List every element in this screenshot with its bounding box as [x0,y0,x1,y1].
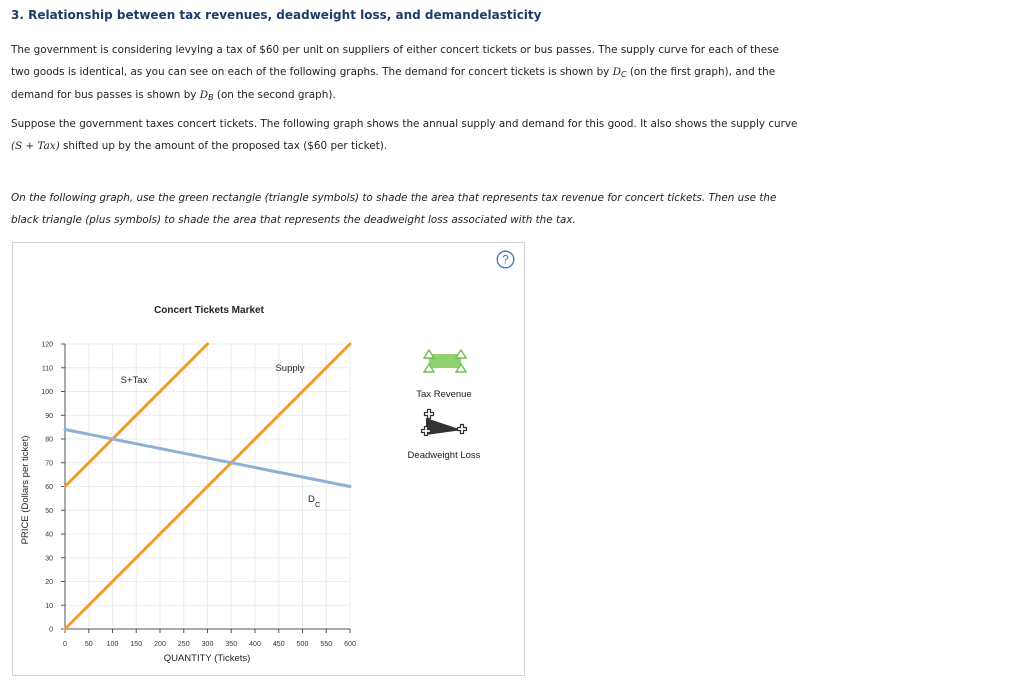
help-question-icon: ? [502,252,509,267]
x-tick-label: 50 [84,641,93,648]
tax-revenue-tool[interactable] [416,350,471,400]
scenario-line-2: (S + Tax) shifted up by the amount of the proposed tax ($60 per ticket). [11,139,388,152]
intro-line-1: The government is considering levying a tax of $60 per unit on suppliers of either concert tickets or bus passes. The supply curve for each of these [11,44,779,56]
plus-marker-icon [458,425,467,434]
x-tick-label: 250 [177,641,190,648]
supply-plus-tax-label: S+Tax [120,375,148,386]
y-tick-label: 120 [41,341,53,349]
x-tick-label: 200 [154,641,166,648]
y-tick-label: 100 [41,389,53,396]
x-tick-label: 450 [272,641,285,648]
demand-curve-label-subscript: C [315,500,321,509]
x-tick-label: 500 [296,641,309,648]
x-axis-label: QUANTITY (Tickets) [163,653,251,664]
y-tick-label: 70 [45,460,53,468]
y-tick-label: 90 [45,412,53,420]
plus-marker-icon [425,410,434,419]
deadweight-triangle-icon [426,418,462,435]
y-tick-label: 20 [45,579,53,586]
series-labels [121,363,321,509]
chart-title: Concert Tickets Market [154,305,264,316]
y-tick-label: 30 [45,555,53,563]
tax-revenue-rectangle-icon [429,354,461,368]
instructions-line-1: On the following graph, use the green rectangle (triangle symbols) to shade the area that represents tax revenue for concert tickets. Then use the [11,192,777,204]
x-tick-label: 150 [130,641,143,648]
instructions-line-2: black triangle (plus symbols) to shade the area that represents the deadweight loss associated with the tax. [11,213,576,226]
x-tick-label: 550 [320,641,333,648]
x-tick-label: 0 [63,641,67,648]
y-tick-label: 0 [49,626,53,634]
scenario-line-1: Suppose the government taxes concert tickets. The following graph shows the annual supply and demand for this good. It also shows the supply curve [11,118,798,130]
page-title: 3. Relationship between tax revenues, deadweight loss, and demandelasticity [11,8,542,22]
tax-revenue-label: Tax Revenue [416,389,472,400]
y-tick-label: 60 [45,484,53,491]
y-tick-label: 10 [45,602,53,610]
y-tick-label: 110 [41,365,53,373]
y-tick-label: 40 [45,531,53,539]
x-tick-label: 300 [201,641,214,648]
demand-curve-label: D [308,494,315,505]
supply-curve-label: Supply [275,363,305,374]
deadweight-loss-tool[interactable] [408,410,481,462]
x-tick-label: 600 [344,641,356,648]
x-tick-label: 350 [225,641,238,648]
y-tick-label: 80 [45,436,53,444]
y-axis-label: PRICE (Dollars per ticket) [20,435,31,545]
y-tick-label: 50 [45,507,53,515]
intro-line-2: two goods is identical, as you can see on each of the following graphs. The demand for concert tickets is shown by $D_C$ (on the first graph), and the [11,65,776,79]
x-tick-label: 100 [106,641,119,648]
x-tick-label: 400 [249,641,261,648]
intro-line-3: demand for bus passes is shown by $D_B$ (on the second graph). [11,89,336,102]
deadweight-loss-label: Deadweight Loss [407,450,481,461]
